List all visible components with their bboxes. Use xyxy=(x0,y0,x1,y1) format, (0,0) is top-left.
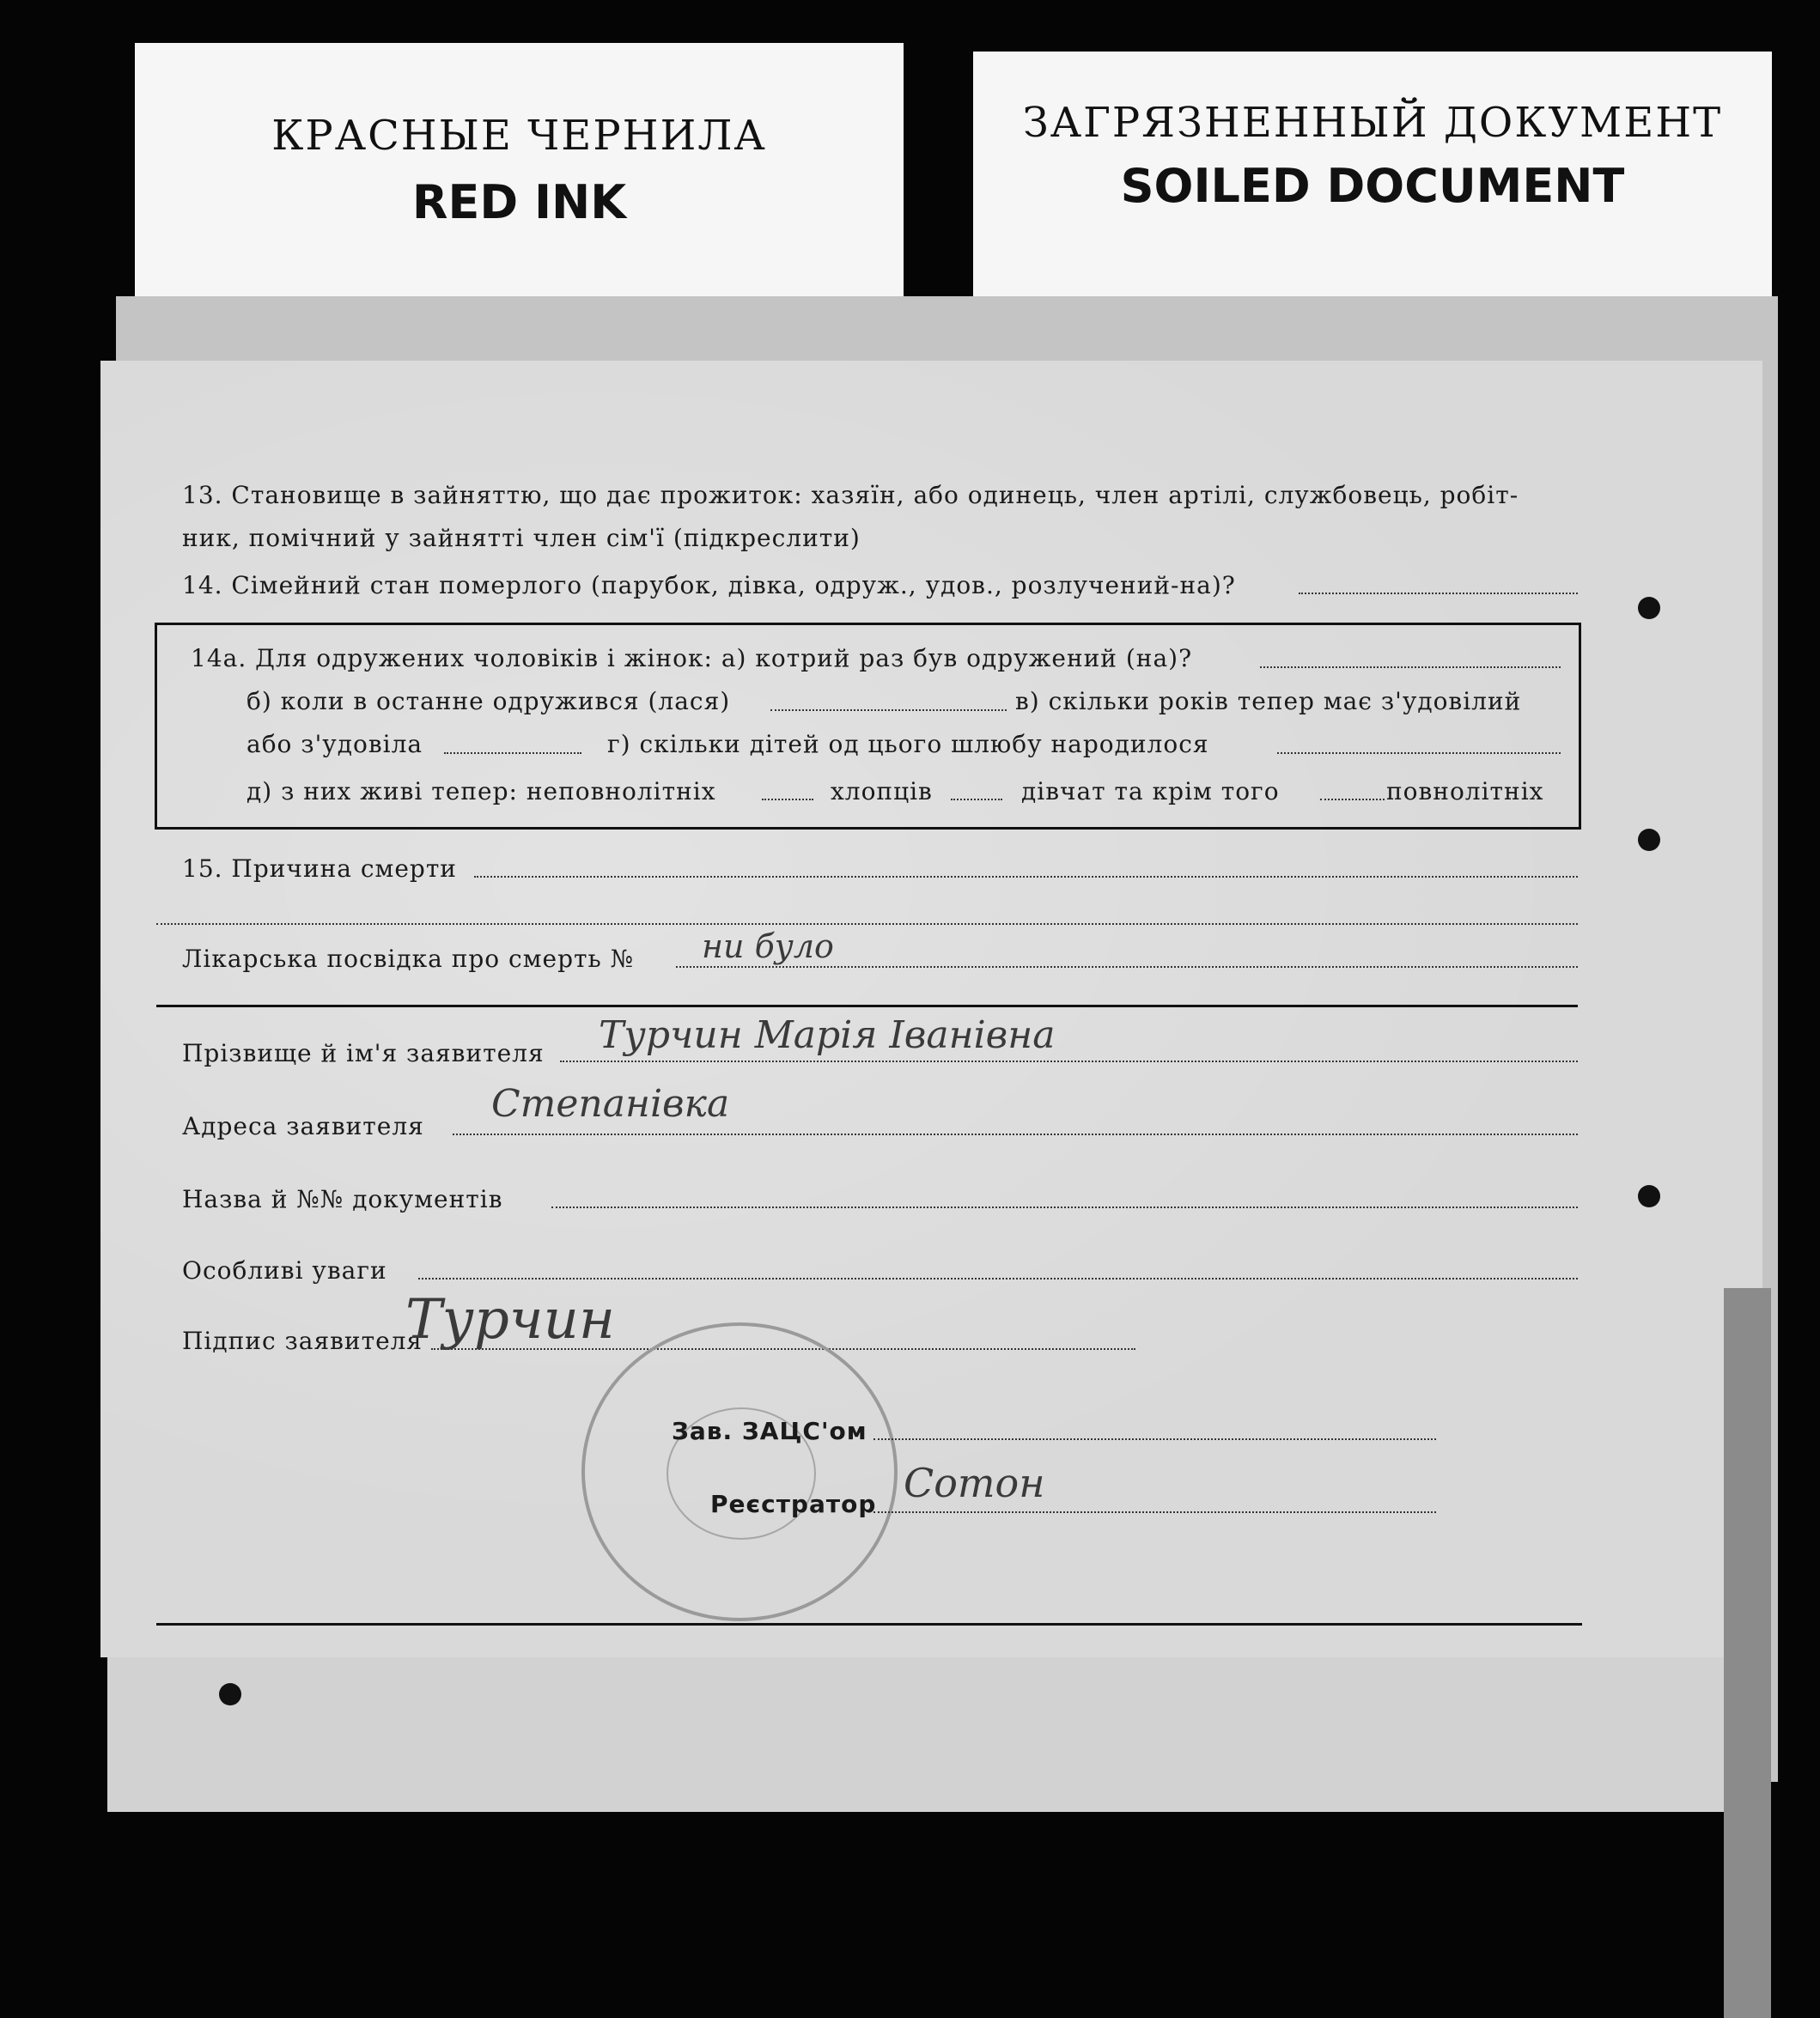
item-14a-girls-fill-line xyxy=(1320,799,1385,800)
red-ink-label-card xyxy=(135,43,904,296)
applicant-address-label: Адреса заявителя xyxy=(182,1112,424,1140)
head-zags-label: Зав. ЗАЦС'ом xyxy=(672,1417,867,1445)
death-record-form-page xyxy=(100,361,1762,1657)
applicant-name-fill-line xyxy=(560,1061,1578,1062)
registrar-label: Реєстратор xyxy=(710,1490,877,1518)
item-14a-v-label: в) скільки років тепер має з'удовілий xyxy=(1015,687,1522,715)
item-13-line-2: ник, помічний у зайнятті член сім'ї (підкреслити) xyxy=(182,524,861,552)
item-14a-b-fill-line xyxy=(770,709,1007,711)
item-15-fill-line-1 xyxy=(474,876,1578,878)
medical-cert-fill-line xyxy=(676,966,1578,968)
item-14-fill-line xyxy=(1299,593,1578,594)
special-notes-label: Особливі уваги xyxy=(182,1256,387,1285)
head-zags-fill-line xyxy=(873,1438,1436,1440)
bottom-sheet-edge xyxy=(107,1632,1769,1812)
item-14a-d-fill-line xyxy=(762,799,813,800)
soiled-label-ru: ЗАГРЯЗНЕННЫЙ ДОКУМЕНТ xyxy=(1022,99,1723,147)
punch-hole xyxy=(1638,829,1660,851)
red-ink-label-ru: КРАСНЫЕ ЧЕРНИЛА xyxy=(271,112,767,160)
applicant-address-handwriting: Степанівка xyxy=(491,1082,730,1126)
item-14a-d-label: д) з них живі тепер: неповнолітніх xyxy=(247,777,716,805)
item-14a-g-label: г) скільки дітей од цього шлюбу народилося xyxy=(607,730,1209,758)
punch-hole xyxy=(1638,1185,1660,1207)
item-14a-g-fill-line xyxy=(1277,752,1561,754)
applicant-address-fill-line xyxy=(453,1134,1578,1135)
applicant-signature-handwriting: Турчин xyxy=(405,1288,615,1352)
item-14a-abo-label: або з'удовіла xyxy=(247,730,423,758)
medical-cert-label: Лікарська посвідка про смерть № xyxy=(182,945,635,973)
item-14a-line-1: 14а. Для одружених чоловіків і жінок: а) котрий раз був одружений (на)? xyxy=(191,644,1193,672)
punch-hole-bottom xyxy=(219,1683,241,1705)
section-divider-bottom xyxy=(156,1623,1582,1626)
documents-label: Назва й №№ документів xyxy=(182,1185,503,1213)
item-15-label: 15. Причина смерти xyxy=(182,854,457,883)
medical-cert-handwriting: ни було xyxy=(702,927,834,965)
applicant-name-handwriting: Турчин Марія Іванівна xyxy=(599,1013,1056,1057)
soiled-label-en: SOILED DOCUMENT xyxy=(1120,159,1625,213)
item-14-label: 14. Сімейний стан померлого (парубок, дівка, одруж., удов., розлучений-на)? xyxy=(182,571,1236,599)
item-14a-boys-label: хлопців xyxy=(831,777,933,805)
item-13-line-1: 13. Становище в зайняттю, що дає прожиток: хазяїн, або одинець, член артілі, службовець, робіт- xyxy=(182,481,1519,509)
item-14a-boys-fill-line xyxy=(951,799,1002,800)
soiled-document-label-card xyxy=(973,52,1772,309)
item-14a-adults-label: повнолітніх xyxy=(1386,777,1544,805)
section-divider-top xyxy=(156,1005,1578,1007)
registrar-fill-line xyxy=(873,1511,1436,1513)
special-notes-fill-line xyxy=(418,1278,1578,1279)
item-14a-a-fill-line xyxy=(1260,666,1561,668)
documents-fill-line xyxy=(551,1207,1578,1208)
registrar-signature-handwriting: Сотон xyxy=(904,1460,1045,1506)
item-15-fill-line-2 xyxy=(156,923,1578,925)
applicant-name-label: Прізвище й ім'я заявителя xyxy=(182,1039,545,1067)
item-14a-b-label: б) коли в останне одружився (лася) xyxy=(247,687,731,715)
punch-hole xyxy=(1638,597,1660,619)
official-stamp xyxy=(581,1322,898,1621)
red-ink-label-en: RED INK xyxy=(411,175,627,229)
applicant-signature-label: Підпис заявителя xyxy=(182,1327,423,1355)
item-14a-girls-label: дівчат та крім того xyxy=(1021,777,1280,805)
item-14a-abo-fill-line xyxy=(444,752,581,754)
